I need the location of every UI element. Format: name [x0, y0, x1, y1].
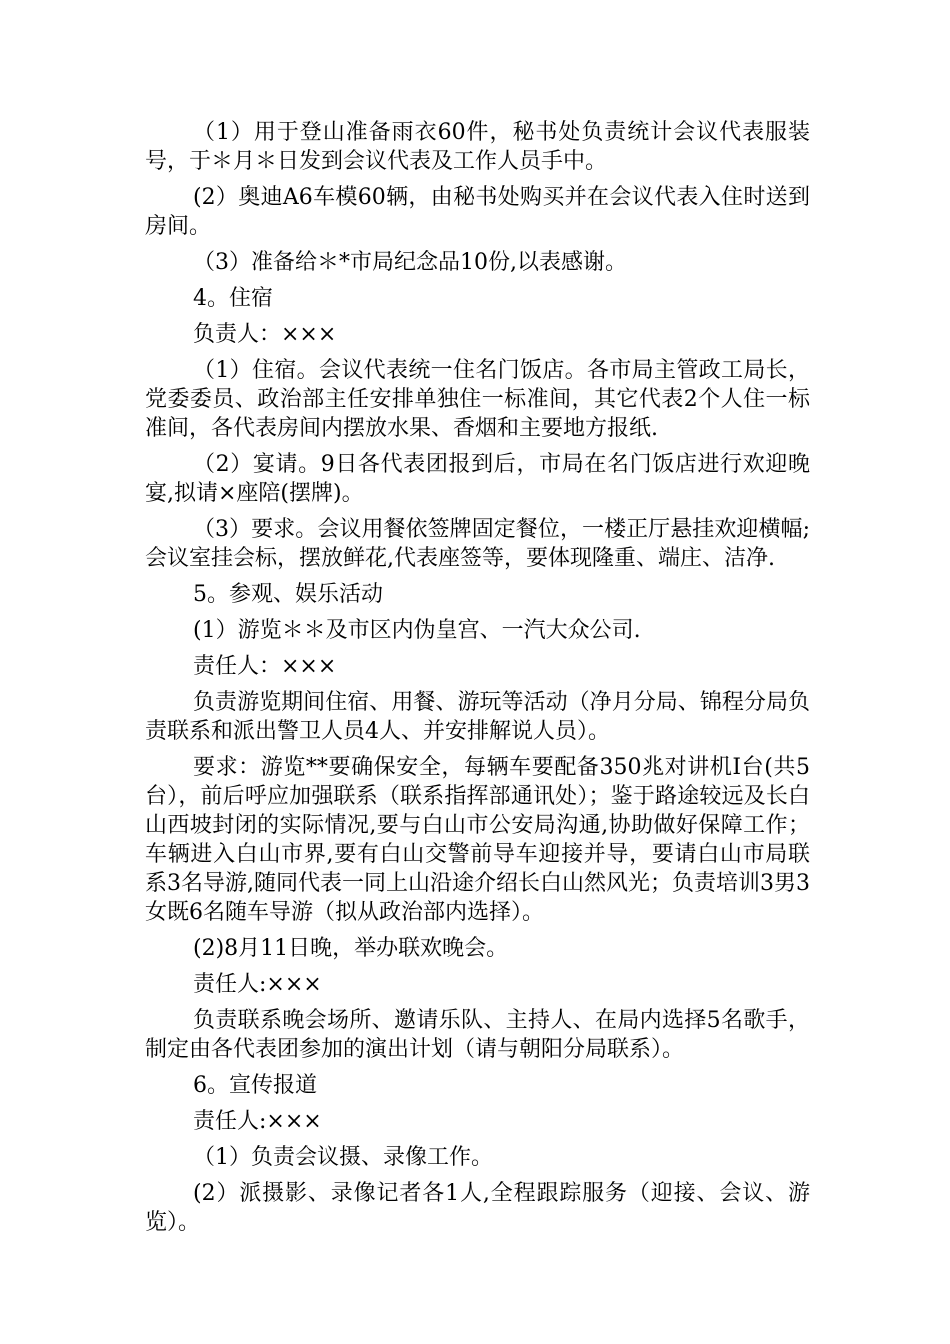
- document-body: [145, 118, 810, 1244]
- paragraph-sightseeing: (1）游览＊＊及市区内伪皇宫、一汽大众公司.: [193, 618, 641, 643]
- paragraph-lodging: （1）住宿。会议代表统一住名门饭店。各市局主管政工局长，党委委员、政治部主任安排单独住一标准间，其它代表2个人住一标准间，各代表房间内摆放水果、香烟和主要地方报纸.: [145, 358, 810, 441]
- responsible-person-sightseeing: 责任人：×××: [193, 654, 337, 679]
- section-heading-publicity: 6。宣传报道: [193, 1073, 317, 1098]
- section-heading-accommodation: 4。住宿: [193, 286, 273, 311]
- paragraph-sightseeing-requirements: 要求：游览**要确保安全，每辆车要配备350兆对讲机I台(共5台），前后呼应加强联系（联系指挥部通讯处）；鉴于路途较远及长白山西坡封闭的实际情况,要与白山市公安局沟通,协助做好保障工作；车辆进入白山市界,要有白山交警前导车迎接并导，要请白山市局联系3名导游,随同代表一同上山沿途介绍长白山然风光；负责培训3男3女既6名随车导游（拟从政治部内选择）。: [145, 755, 810, 925]
- paragraph-banquet: （2）宴请。9日各代表团报到后，市局在名门饭店进行欢迎晚宴,拟请×座陪(摆牌)。: [145, 452, 810, 506]
- section-heading-visits: 5。参观、娱乐活动: [193, 582, 383, 607]
- paragraph-filming: （1）负责会议摄、录像工作。: [193, 1145, 493, 1170]
- paragraph-requirements: （3）要求。会议用餐依签牌固定餐位，一楼正厅悬挂欢迎横幅;会议室挂会标，摆放鲜花,代表座签等，要体现隆重、端庄、洁净.: [145, 517, 810, 571]
- responsible-person-publicity: 责任人:×××: [193, 1109, 322, 1134]
- paragraph-car-models: (2）奥迪A6车模60辆，由秘书处购买并在会议代表入住时送到房间。: [145, 185, 810, 239]
- paragraph-evening-party: (2)8月11日晚，举办联欢晚会。: [193, 936, 509, 961]
- paragraph-party-duties: 负责联系晚会场所、邀请乐队、主持人、在局内选择5名歌手，制定由各代表团参加的演出计划（请与朝阳分局联系）。: [145, 1008, 810, 1062]
- responsible-person-party: 责任人:×××: [193, 972, 322, 997]
- responsible-person-accommodation: 负责人：×××: [193, 322, 337, 347]
- paragraph-sightseeing-duties: 负责游览期间住宿、用餐、游玩等活动（净月分局、锦程分局负责联系和派出警卫人员4人、并安排解说人员）。: [145, 690, 810, 744]
- paragraph-reporters: (2）派摄影、录像记者各1人,全程跟踪服务（迎接、会议、游览）。: [145, 1181, 810, 1235]
- paragraph-raincoat: （1）用于登山准备雨衣60件，秘书处负责统计会议代表服装号，于＊月＊日发到会议代表及工作人员手中。: [145, 120, 810, 174]
- paragraph-souvenirs: （3）准备给＊*市局纪念品10份,以表感谢。: [193, 250, 627, 275]
